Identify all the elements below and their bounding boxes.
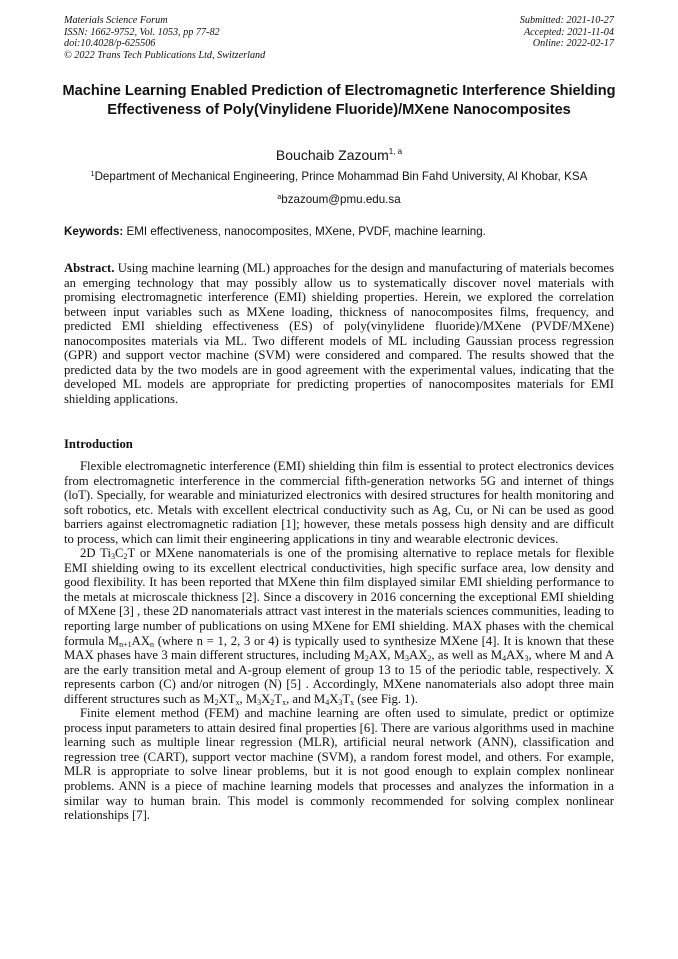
abstract-text: Using machine learning (ML) approaches for the design and manufacturing of materials becomes an emerging technology that may possibly allow us to systematically discover novel materials with promising electromagnetic interference (EMI) shielding properties. Herein, we explored the correlation between input variables such as MXene loading, thickness of nanocomposites films, frequency, and predicted EMI shielding effectiveness (ES) of poly(vinylidene fluoride)/MXene (PVDF/MXene) nanocomposites materials via ML. Two different models of ML including Gaussian process regression (GPR) and support vector machine (SVM) were considered and compared. The results showed that the predicted data by the two models are in good agreement with the experimental values, indicating that the developed ML models are appropriate for predicting properties of nanocomposites materials for EMI shielding applications.	[64, 261, 615, 406]
intro-paragraph-2: 2D $Ti_3C_2T$ or MXene nanomaterials is one of the promising alternative to replace metals for flexible EMI shielding owing to its excellent electrical conductivities, high specific surface area, low density and good flexibility. It has been reported that MXene thin film displayed similar EMI shielding performance to the metals at microscale thickness [2]. Since a discovery in 2016 concerning the exceptional EMI shielding of MXene [3] , these 2D nanomaterials attract vast interest in the materials sciences communities, leading to reporting large number of publications on using MXene for EMI shielding. MAX phases with the chemical formula $M_{n+1}AX_n$ (where n = 1, 2, 3 or 4) is typically used to synthesize MXene [4]. It is known that these MAX phases have 3 main different structures, including $M_2AX$, $M_3AX_2$, as well as $M_4AX_3$, where M and A are the early transition metal and A-group element of group 13 to 15 of the periodic table, respectively. X represents carbon (C) and/or nitrogen (N) [5] . Accordingly, MXene nanomaterials also adopt three main different structures such as $M_2XT_x$, $M_3X_2T_x$, and $M_4X_3T_x$ (see Fig. 1).	[64, 546, 615, 707]
accepted-date: Accepted: 2021-11-04	[523, 26, 614, 38]
paper-title: Machine Learning Enabled Prediction of Electromagnetic Interference Shielding Effectiveness of Poly(Vinylidene Fluoride)/MXene Nanocomposites	[62, 83, 616, 118]
affiliation-text: Department of Mechanical Engineering, Prince Mohammad Bin Fahd University, Al Khobar, KSA	[94, 170, 588, 183]
doi-line: doi:10.4028/p-625506	[64, 38, 156, 50]
online-date: Online: 2022-02-17	[532, 38, 614, 50]
issn-line: ISSN: 1662-9752, Vol. 1053, pp 77-82	[64, 26, 220, 38]
keywords-text: EMI effectiveness, nanocomposites, MXene, PVDF, machine learning.	[126, 225, 486, 238]
intro-paragraph-3: Finite element method (FEM) and machine learning are often used to simulate, predict or optimize process input parameters to attain desired final properties [6]. There are various algorithms used in machine learning such as multiple linear regression (MLR), artificial neural network (ANN), classification and regression tree (CART), support vector machine (SVM), a random forest model, and others. For example, MLR is appropriate to solve linear problems, but it is not good enough to explain complex nonlinear problems. ANN is a piece of machine learning models that processes and analyzes the information in a similar way to human brain. This model is commonly recommended for solving complex nonlinear relationships [7].	[64, 706, 614, 823]
email-text: bzazoum@pmu.edu.sa	[281, 193, 401, 206]
affiliation-mark: 1	[90, 171, 95, 178]
abstract	[64, 261, 614, 406]
submitted-date: Submitted: 2021-10-27	[519, 15, 614, 26]
email-mark: a	[277, 194, 282, 201]
author-affil-mark: 1, a	[388, 147, 403, 156]
affiliation	[0, 168, 678, 184]
journal-name: Materials Science Forum	[64, 15, 168, 26]
keywords	[64, 225, 614, 239]
introduction-heading: Introduction	[64, 437, 133, 451]
keywords-label: Keywords:	[64, 225, 124, 238]
author-email	[0, 191, 678, 207]
copyright-line: © 2022 Trans Tech Publications Ltd, Switzerland	[64, 49, 266, 61]
author	[0, 143, 678, 164]
introduction-body	[64, 459, 614, 823]
author-name: Bouchaib Zazoum	[275, 147, 389, 163]
dates-info	[520, 15, 614, 50]
intro-paragraph-1: Flexible electromagnetic interference (EMI) shielding thin film is essential to protect electronics devices from electromagnetic interference in the commercial fifth-generation networks 5G and internet of things (loT). Specially, for wearable and miniaturized electronics with desired structures for health monitoring and soft robotics, etc. Metals with excellent electrical conductivity such as Ag, Cu, or Ni can be used as good barriers against electromagnetic radiation [1]; however, these metals possess high density and are difficult to process, which can limit their engineering applications in tiny and wearable electronic devices.	[64, 459, 614, 546]
journal-info	[64, 15, 265, 61]
abstract-label: Abstract.	[64, 261, 115, 275]
